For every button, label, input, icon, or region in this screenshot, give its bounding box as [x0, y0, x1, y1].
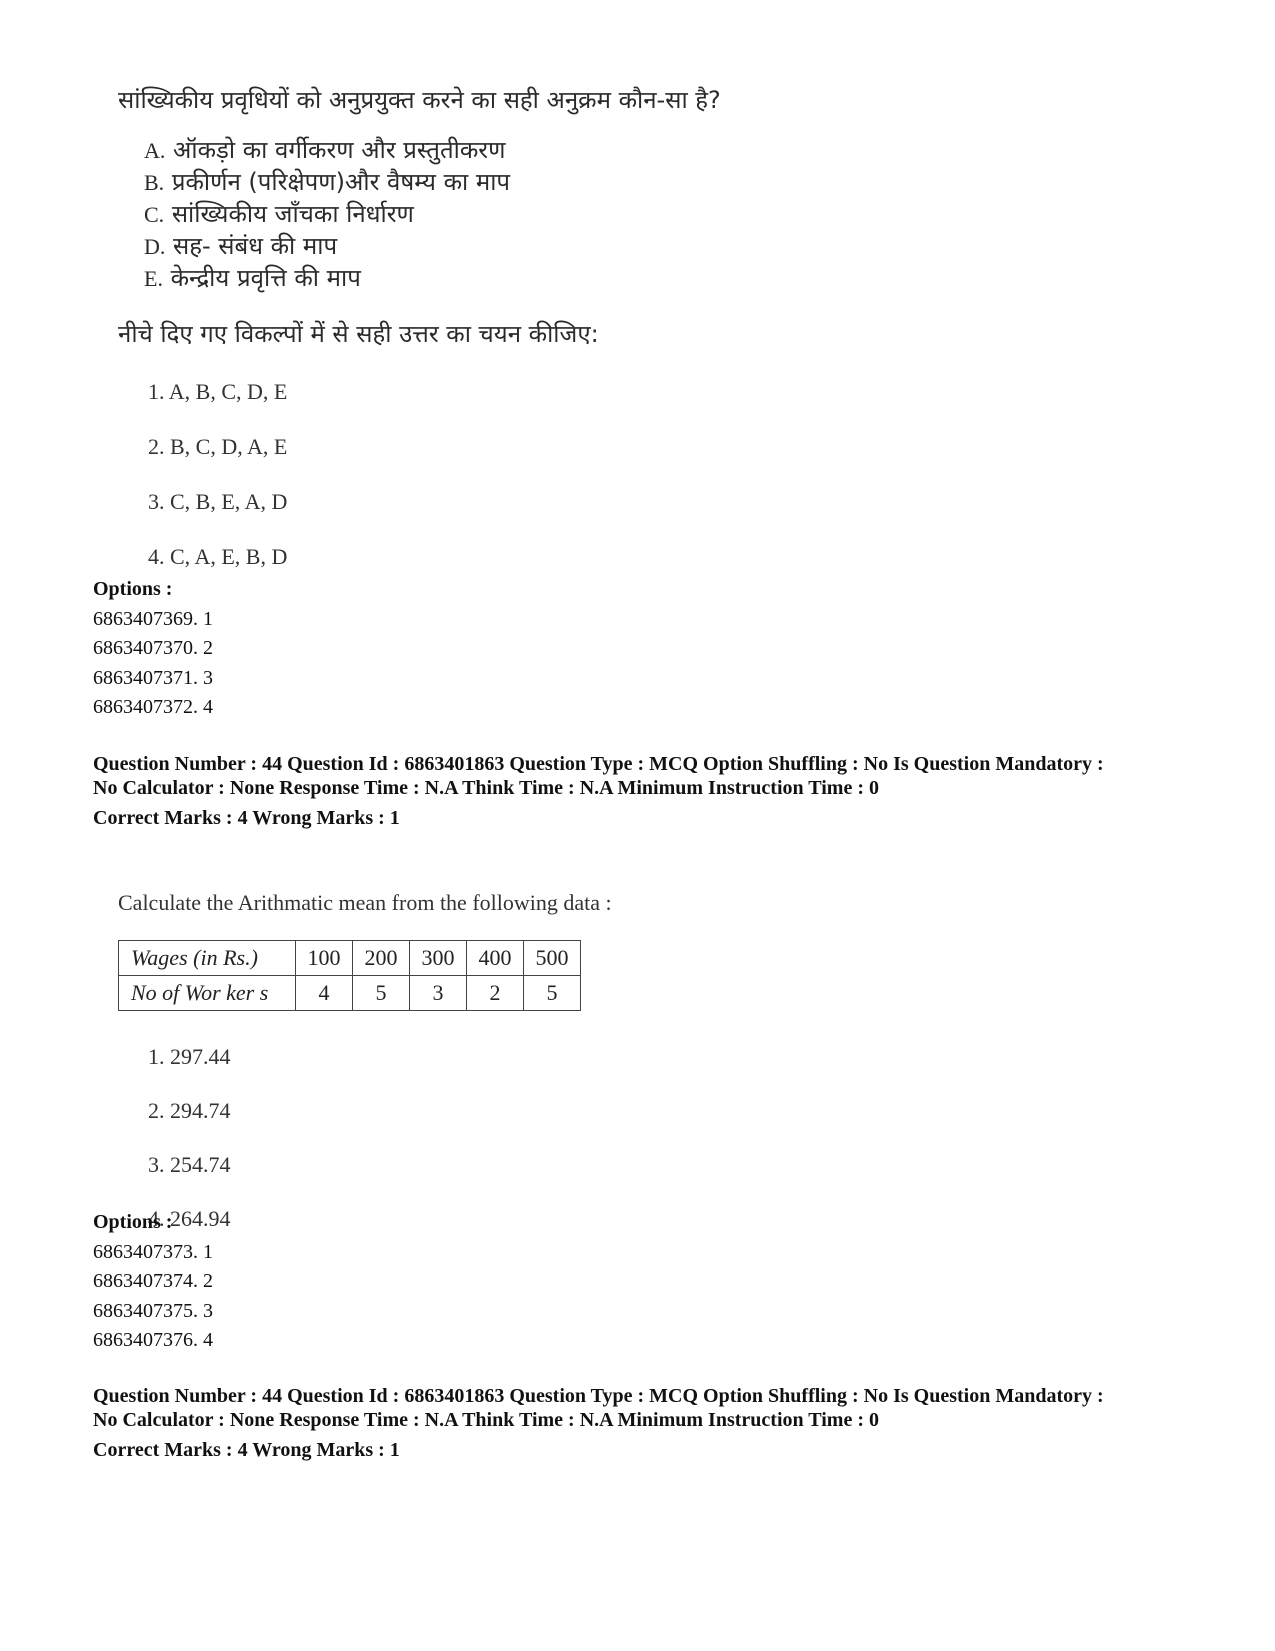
options-block: [93, 1208, 793, 1356]
table-cell: 200: [353, 941, 410, 976]
choice-item: 4. C, A, E, B, D: [148, 544, 288, 569]
table-cell: 2: [467, 976, 524, 1011]
statement-letter: C.: [144, 202, 165, 227]
table-row: [119, 941, 581, 976]
choice-item: 3. 254.74: [148, 1152, 231, 1177]
statement-text: सांख्यिकीय जाँचका निर्धारण: [171, 200, 414, 228]
marks-line: Correct Marks : 4 Wrong Marks : 1: [93, 807, 400, 829]
statement-item: [144, 262, 1018, 294]
choice-list: [148, 372, 1018, 592]
statement-item: [144, 166, 1018, 198]
choice-item: 1. 297.44: [148, 1044, 231, 1069]
option-id: 6863407372. 4: [93, 696, 213, 718]
question-meta: [93, 752, 1213, 830]
question-text: सांख्यिकीय प्रवृधियों को अनुप्रयुक्त करने का सही अनुक्रम कौन-सा है?: [118, 86, 721, 114]
instruction-text: नीचे दिए गए विकल्पों में से सही उत्तर का चयन कीजिए:: [118, 320, 599, 348]
statement-letter: D.: [144, 234, 166, 259]
marks-line: Correct Marks : 4 Wrong Marks : 1: [93, 1439, 400, 1461]
statement-text: ऑकड़ो का वर्गीकरण और प्रस्तुतीकरण: [173, 136, 506, 164]
meta-line: No Calculator : None Response Time : N.A Think Time : N.A Minimum Instruction Time : 0: [93, 1409, 879, 1431]
table-cell: 100: [296, 941, 353, 976]
options-label: Options :: [93, 578, 173, 600]
meta-line: Question Number : 44 Question Id : 6863401863 Question Type : MCQ Option Shuffling : No Is Question Mandatory :: [93, 753, 1104, 775]
row-header: No of Wor ker s: [119, 976, 296, 1011]
data-table: [118, 940, 581, 1011]
table-cell: 5: [524, 976, 581, 1011]
option-id: 6863407374. 2: [93, 1270, 213, 1292]
statement-text: प्रकीर्णन (परिक्षेपण)और वैषम्य का माप: [171, 168, 511, 196]
question-text: Calculate the Arithmatic mean from the following data :: [118, 890, 612, 915]
choice-item: 1. A, B, C, D, E: [148, 379, 288, 404]
choice-item: 3. C, B, E, A, D: [148, 489, 288, 514]
statement-text: सह- संबंध की माप: [173, 232, 338, 260]
table-cell: 300: [410, 941, 467, 976]
meta-line: No Calculator : None Response Time : N.A Think Time : N.A Minimum Instruction Time : 0: [93, 777, 879, 799]
choice-item: 2. B, C, D, A, E: [148, 434, 288, 459]
options-block: [93, 575, 793, 723]
english-question-block: [118, 888, 1018, 1253]
options-label: Options :: [93, 1211, 173, 1233]
statement-item: [144, 198, 1018, 230]
table-cell: 4: [296, 976, 353, 1011]
option-id: 6863407370. 2: [93, 637, 213, 659]
option-id: 6863407376. 4: [93, 1329, 213, 1351]
statement-letter: A.: [144, 138, 166, 163]
hindi-question-block: [118, 82, 1018, 592]
table-cell: 400: [467, 941, 524, 976]
statement-letter: E.: [144, 266, 163, 291]
meta-line: Question Number : 44 Question Id : 6863401863 Question Type : MCQ Option Shuffling : No Is Question Mandatory :: [93, 1385, 1104, 1407]
option-id: 6863407375. 3: [93, 1299, 213, 1322]
choice-item: 4. 264.94: [148, 1206, 231, 1231]
row-header: Wages (in Rs.): [119, 941, 296, 976]
table-cell: 5: [353, 976, 410, 1011]
statement-list: [144, 134, 1018, 294]
statement-letter: B.: [144, 170, 165, 195]
table-row: [119, 976, 581, 1011]
question-meta: [93, 1384, 1213, 1462]
table-cell: 3: [410, 976, 467, 1011]
statement-item: [144, 230, 1018, 262]
option-id: 6863407371. 3: [93, 666, 213, 689]
table-cell: 500: [524, 941, 581, 976]
statement-item: [144, 134, 1018, 166]
choice-item: 2. 294.74: [148, 1098, 231, 1123]
option-id: 6863407369. 1: [93, 607, 213, 630]
option-id: 6863407373. 1: [93, 1240, 213, 1263]
statement-text: केन्द्रीय प्रवृत्ति की माप: [170, 264, 361, 292]
